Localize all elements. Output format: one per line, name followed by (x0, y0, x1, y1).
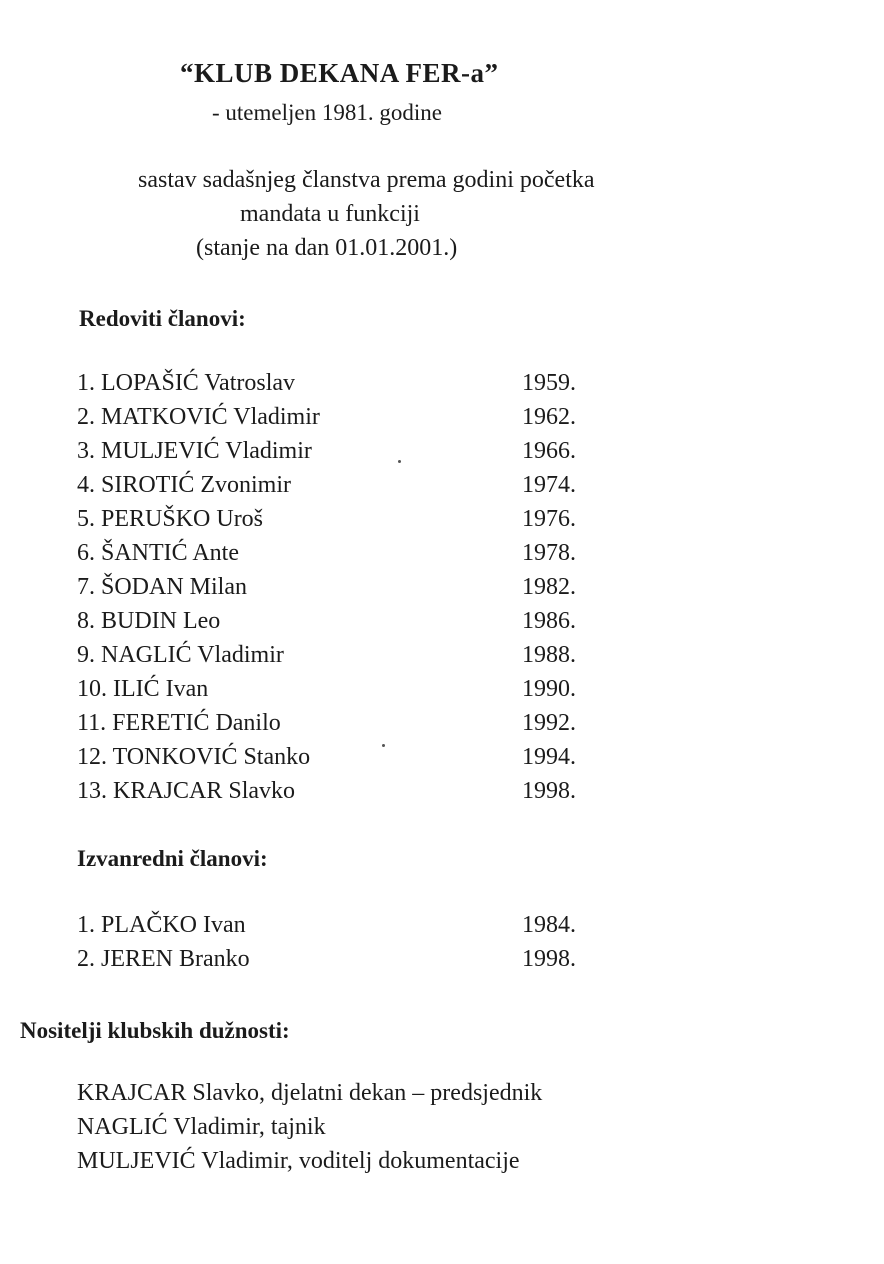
member-year: 1992. (522, 710, 576, 736)
officer-line: KRAJCAR Slavko, djelatni dekan – predsjednik (77, 1080, 543, 1106)
list-item (77, 706, 637, 740)
member-year: 1976. (522, 506, 576, 532)
list-item (77, 570, 637, 604)
member-year: 1986. (522, 608, 576, 634)
officers-heading: Nositelji klubskih dužnosti: (20, 1018, 290, 1043)
member-year: 1966. (522, 438, 576, 464)
list-item (77, 604, 637, 638)
member-name: 7. ŠODAN Milan (77, 574, 248, 600)
list-item (77, 638, 637, 672)
officer-line: MULJEVIĆ Vladimir, voditelj dokumentacije (77, 1148, 520, 1174)
member-name: 1. LOPAŠIĆ Vatroslav (77, 370, 296, 396)
member-name: 2. JEREN Branko (77, 946, 250, 972)
member-year: 1990. (522, 676, 576, 702)
member-name: 5. PERUŠKO Uroš (77, 506, 264, 532)
regular-members-heading: Redoviti članovi: (79, 306, 246, 331)
member-year: 1998. (522, 946, 576, 972)
member-name: 6. ŠANTIĆ Ante (77, 540, 239, 566)
list-item (77, 774, 637, 808)
scan-speck (398, 460, 401, 463)
officer-line: NAGLIĆ Vladimir, tajnik (77, 1114, 326, 1140)
member-name: 3. MULJEVIĆ Vladimir (77, 438, 312, 464)
member-name: 2. MATKOVIĆ Vladimir (77, 404, 320, 430)
member-name: 4. SIROTIĆ Zvonimir (77, 472, 291, 498)
regular-members-list (77, 366, 637, 808)
member-name: 1. PLAČKO Ivan (77, 912, 246, 938)
member-year: 1984. (522, 912, 576, 938)
member-year: 1982. (522, 574, 576, 600)
member-name: 11. FERETIĆ Danilo (77, 710, 281, 736)
member-year: 1978. (522, 540, 576, 566)
member-name: 8. BUDIN Leo (77, 608, 221, 634)
member-name: 9. NAGLIĆ Vladimir (77, 642, 284, 668)
extraordinary-members-list (77, 908, 637, 976)
list-item (77, 740, 637, 774)
member-year: 1998. (522, 778, 576, 804)
member-name: 13. KRAJCAR Slavko (77, 778, 296, 804)
member-name: 10. ILIĆ Ivan (77, 676, 209, 702)
member-year: 1959. (522, 370, 576, 396)
member-year: 1988. (522, 642, 576, 668)
founding-subtitle: - utemeljen 1981. godine (212, 100, 442, 125)
page-title: “KLUB DEKANA FER-a” (180, 58, 499, 88)
list-item (77, 908, 637, 942)
list-item (77, 536, 637, 570)
scan-speck (382, 744, 385, 747)
list-item (77, 400, 637, 434)
member-name: 12. TONKOVIĆ Stanko (77, 744, 311, 770)
extraordinary-members-heading: Izvanredni članovi: (77, 846, 268, 871)
list-item (77, 672, 637, 706)
list-item (77, 502, 637, 536)
description-line-1: sastav sadašnjeg članstva prema godini početka (138, 167, 595, 193)
list-item (77, 434, 637, 468)
member-year: 1994. (522, 744, 576, 770)
member-year: 1974. (522, 472, 576, 498)
description-line-3: (stanje na dan 01.01.2001.) (196, 235, 458, 261)
list-item (77, 942, 637, 976)
list-item (77, 366, 637, 400)
member-year: 1962. (522, 404, 576, 430)
description-line-2: mandata u funkciji (240, 201, 420, 227)
list-item (77, 468, 637, 502)
